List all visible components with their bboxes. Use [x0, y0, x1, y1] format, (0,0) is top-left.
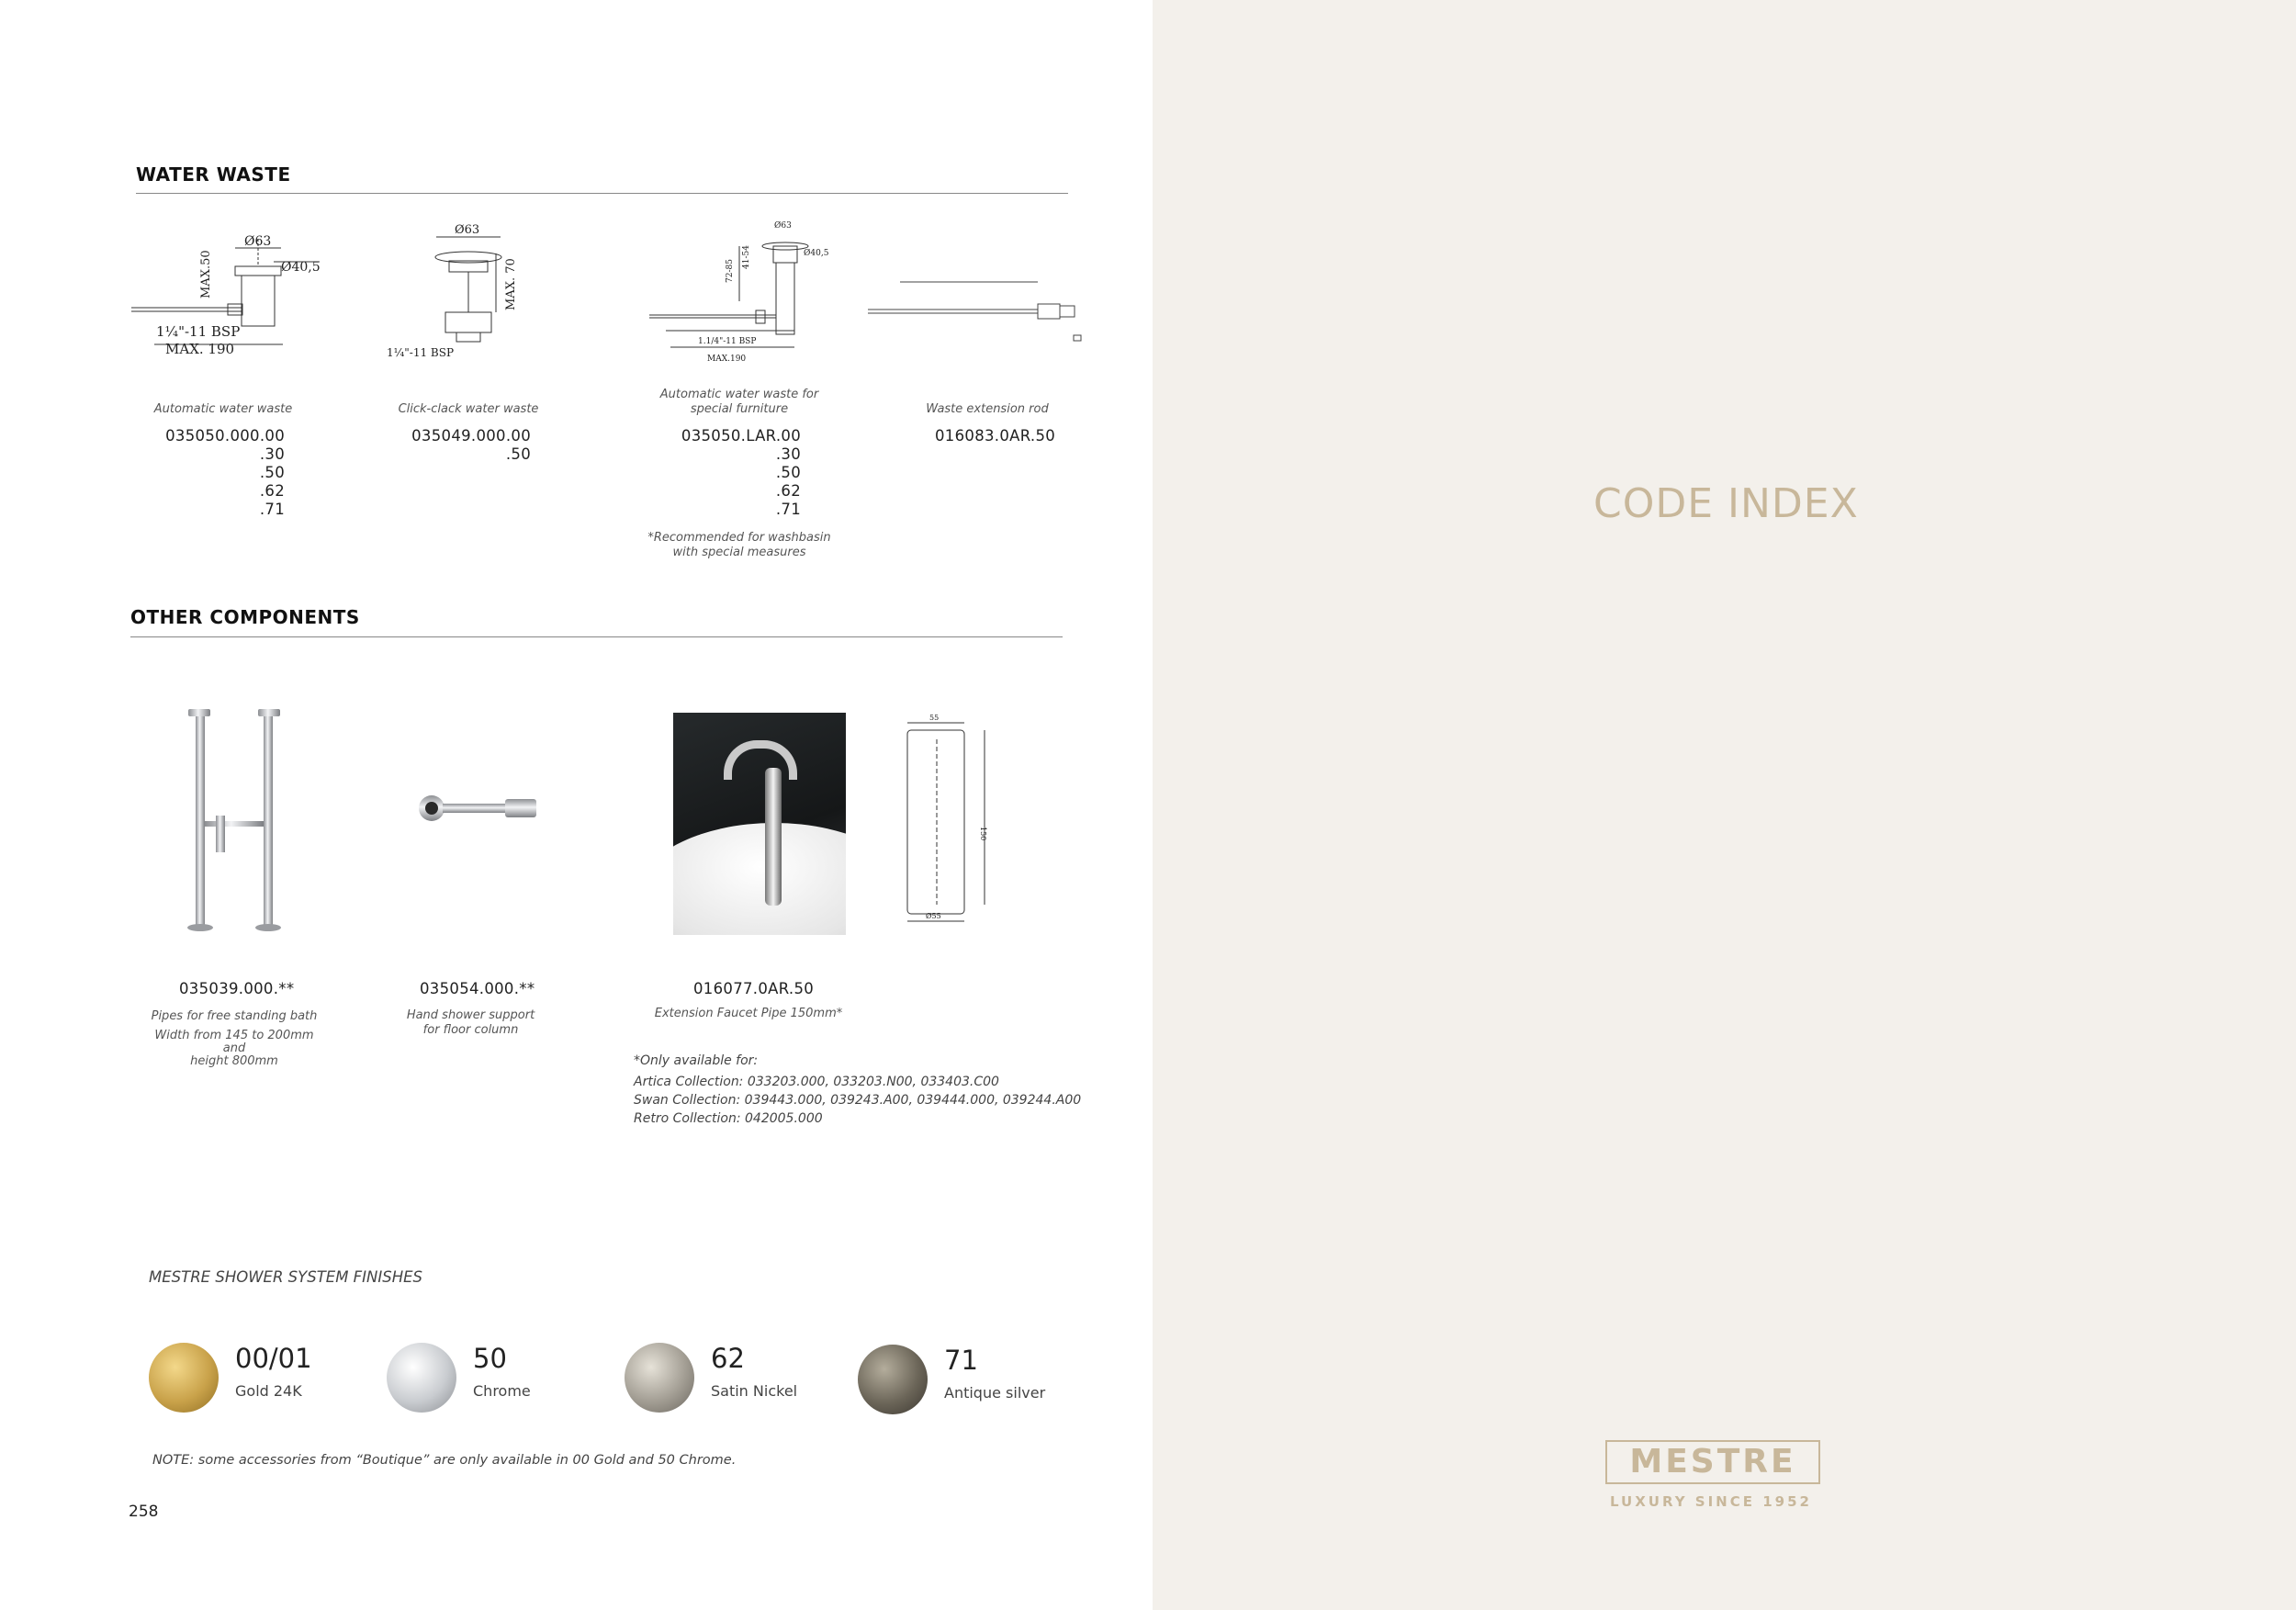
variant-code: .71 — [259, 501, 285, 518]
code-extension-rod: 016083.0AR.50 — [935, 427, 1056, 445]
antique-silver-swatch — [858, 1345, 928, 1414]
availability-line: Retro Collection: 042005.000 — [634, 1111, 823, 1126]
code-click-clack: 035049.000.00 — [411, 427, 531, 445]
caption-bath-pipes-line3: height 800mm — [190, 1054, 278, 1068]
code-extension-faucet: 016077.0AR.50 — [693, 980, 815, 997]
caption-bath-pipes-line1: Pipes for free standing bath — [151, 1009, 318, 1023]
dim-height1-label: 72-85 — [726, 259, 735, 283]
availability-note — [634, 1052, 1148, 1128]
extension-faucet-photo — [673, 713, 846, 935]
mestre-logo: MESTRE — [1605, 1440, 1820, 1484]
dim-bsp-label-c: 1.1/4"-11 BSP — [698, 337, 757, 346]
code-bath-pipes: 035039.000.** — [179, 980, 295, 997]
water-waste-title: WATER WASTE — [136, 163, 291, 186]
finish-name-antique-silver: Antique silver — [944, 1384, 1046, 1402]
variant-code: .50 — [775, 464, 801, 481]
waste-extension-rod-drawing — [863, 271, 1088, 349]
dim-max50-label: MAX.50 — [199, 250, 213, 298]
hand-shower-support-image — [413, 790, 542, 827]
code-index-heading: CODE INDEX — [1593, 480, 1859, 527]
dim-d63-label-b: Ø63 — [455, 223, 480, 237]
dim-max190-label: MAX. 190 — [165, 341, 235, 357]
variant-code: .50 — [505, 445, 531, 463]
variant-code: .62 — [775, 482, 801, 500]
finishes-title: MESTRE SHOWER SYSTEM FINISHES — [149, 1268, 423, 1286]
caption-special-furniture — [647, 388, 831, 417]
caption-extension-rod: Waste extension rod — [926, 402, 1049, 416]
caption-extension-faucet: Extension Faucet Pipe 150mm* — [654, 1007, 843, 1020]
satin-nickel-swatch — [625, 1343, 694, 1413]
pipe-side-dim: 150 — [979, 827, 987, 841]
variant-code: .62 — [259, 482, 285, 500]
faucet-spout-shape — [724, 740, 797, 780]
right-page — [1153, 0, 2296, 1610]
finishes-note: NOTE: some accessories from “Boutique” are only available in 00 Gold and 50 Chrome. — [152, 1453, 737, 1468]
pipe-top-dim: 55 — [929, 714, 940, 722]
caption-bath-pipes-line2: Width from 145 to 200mm and — [154, 1029, 314, 1055]
gold-swatch — [149, 1343, 219, 1413]
dim-d40-label-c: Ø40,5 — [804, 249, 829, 258]
note-line2: with special measures — [672, 546, 806, 559]
caption-hand-shower-line1: Hand shower support — [406, 1008, 535, 1022]
finish-code-antique-silver: 71 — [944, 1345, 978, 1376]
chrome-swatch — [387, 1343, 456, 1413]
dim-height2-label: 41-54 — [742, 245, 751, 269]
dim-d63-label: Ø63 — [244, 234, 272, 249]
dim-bsp-label: 1¼"-11 BSP — [156, 323, 241, 340]
caption-hand-shower-support — [386, 1008, 556, 1038]
faucet-body-shape — [765, 768, 782, 906]
finish-code-satin-nickel: 62 — [711, 1343, 745, 1374]
caption-bath-pipes — [142, 1010, 326, 1068]
variant-code: .50 — [259, 464, 285, 481]
extension-pipe-drawing — [900, 712, 992, 928]
finish-code-chrome: 50 — [473, 1343, 507, 1374]
page-number: 258 — [129, 1503, 159, 1521]
availability-heading: *Only available for: — [634, 1053, 759, 1068]
dim-d63-label-c: Ø63 — [774, 221, 792, 231]
dim-max190-label-c: MAX.190 — [707, 355, 747, 364]
finish-code-gold: 00/01 — [235, 1343, 312, 1374]
logo-tagline: LUXURY SINCE 1952 — [1610, 1493, 1812, 1510]
availability-line: Artica Collection: 033203.000, 033203.N00, 033403.C00 — [634, 1075, 999, 1089]
bath-pipes-image — [179, 707, 289, 937]
variant-code: .71 — [775, 501, 801, 518]
note-special-furniture — [647, 531, 831, 560]
washbasin-shape — [673, 823, 846, 935]
availability-line: Swan Collection: 039443.000, 039243.A00, 039444.000, 039244.A00 — [634, 1093, 1082, 1108]
automatic-water-waste-drawing — [127, 225, 329, 363]
dim-max70-label: MAX. 70 — [504, 258, 518, 310]
pipe-bottom-dim: Ø55 — [926, 912, 941, 920]
special-furniture-waste-drawing — [647, 219, 845, 366]
codes-click-clack — [411, 427, 531, 464]
code-automatic-waste: 035050.000.00 — [165, 427, 285, 445]
code-hand-shower-support: 035054.000.** — [420, 980, 535, 997]
codes-automatic-waste — [165, 427, 285, 519]
variant-code: .30 — [775, 445, 801, 463]
note-line1: *Recommended for washbasin — [647, 531, 831, 545]
other-components-title: OTHER COMPONENTS — [130, 606, 360, 628]
finish-name-chrome: Chrome — [473, 1382, 531, 1400]
codes-special-furniture — [680, 427, 801, 519]
caption-automatic-waste: Automatic water waste — [153, 402, 293, 416]
dim-d40-label: Ø40,5 — [281, 260, 321, 275]
other-components-rule — [130, 636, 1063, 637]
finish-name-satin-nickel: Satin Nickel — [711, 1382, 798, 1400]
caption-special-furniture-line2: special furniture — [690, 402, 789, 416]
variant-code: .30 — [259, 445, 285, 463]
water-waste-rule — [136, 193, 1068, 194]
code-special-furniture: 035050.LAR.00 — [681, 427, 801, 445]
finish-name-gold: Gold 24K — [235, 1382, 302, 1400]
caption-click-clack: Click-clack water waste — [398, 402, 539, 416]
dim-bsp-label-b: 1¼"-11 BSP — [387, 346, 455, 359]
caption-hand-shower-line2: for floor column — [422, 1023, 519, 1037]
caption-special-furniture-line1: Automatic water waste for — [659, 388, 819, 401]
click-clack-waste-drawing — [381, 220, 537, 363]
